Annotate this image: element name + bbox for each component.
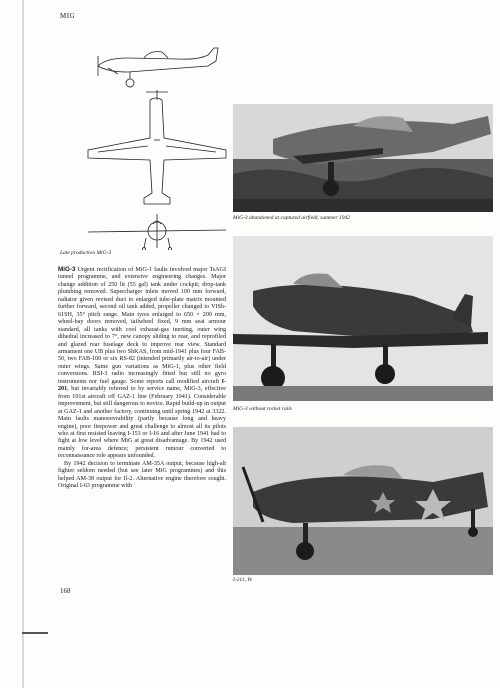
photo-caption-2: MiG-3 without rocket rails [233, 406, 292, 412]
running-head: MIG [60, 12, 76, 20]
page-edge-mark [22, 632, 48, 634]
photo-caption-3: I-211, Ye [233, 577, 253, 583]
section-heading: MiG-3 [58, 266, 76, 273]
page-number: 168 [60, 587, 71, 595]
paragraph-am35a: By 1942 decision to terminate AM-35A output, because high-alt fighter seldom needed (but see later MiG programmes) and this helped AM-38 output for Il-2. Alternative engine therefore sought. Original I-63 programme with [58, 460, 226, 490]
aircraft-three-view-illustration [58, 28, 228, 250]
photo-mig3-no-rocket-rails [233, 236, 493, 401]
designation-bold: I-201 [58, 378, 226, 393]
article-body [58, 266, 226, 491]
drawing-caption: Late production MiG-3 [60, 250, 112, 256]
page-edge-shadow [22, 0, 24, 688]
three-view-drawing [58, 28, 228, 250]
paragraph-mig3 [58, 266, 226, 461]
paragraph-text-continued: , but invariably referred to by service name, MiG-3, effective from 101st aircraft off GAZ-1 line (February 1941). Considerable improvement, but still dangerous to novice. Rapid build-up in output at GAZ-1 and another factory, continuing until spring 1942 at 3322. Main faults manoeuvrability (partly because long and heavy engine), poor firepower and great challenge to almost all its pilots who at first resisted leaving I-153 or I-16 and after June 1941 had to fight at low level where MiG at great disadvantage. By 1942 used mainly for-area defence; persistent rumour converted to reconnaissance role appears unfounded. [58, 386, 226, 460]
photo-caption-1: MiG-3 abandoned at captured airfield, summer 1942 [233, 215, 350, 221]
photo-i211 [233, 427, 493, 575]
paragraph-text: Urgent rectification of MiG-1 faults involved major TsAGI tunnel programme, and extensive engineering changes. Major change addition of 250 lit (55 gal) tank under cockpit; drop-tank plumbing removed. Supercharger inlets moved 100 mm forward, radiator given revised duct to enlarged tube-plate matrix mounted further forward, second oil tank added, propeller changed to VISh-61SH, 35° pitch range. Main tyres enlarged to 650 × 200 mm, wheel-bay doors removed, tailwheel fixed, 9 mm seat armour standard, all tanks with cool exhaust-gas inerting, outer wing dihedral increased to 7°, new canopy sliding to rear, and reprofiled and glazed rear fuselage deck to improve rear view. Standard armament one UB plus two ShKAS, from mid-1941 plus four FAB-50, two FAB-100 or six RS-82 (intended primarily air-to-air) under outer wings. Same gun variations as MiG-1, plus other field conversions. RSI-3 radio increasingly fitted but still no gyro instruments nor fuel gauge. Some reports call modified aircraft [58, 267, 226, 385]
photo-abandoned-mig3 [233, 104, 493, 212]
